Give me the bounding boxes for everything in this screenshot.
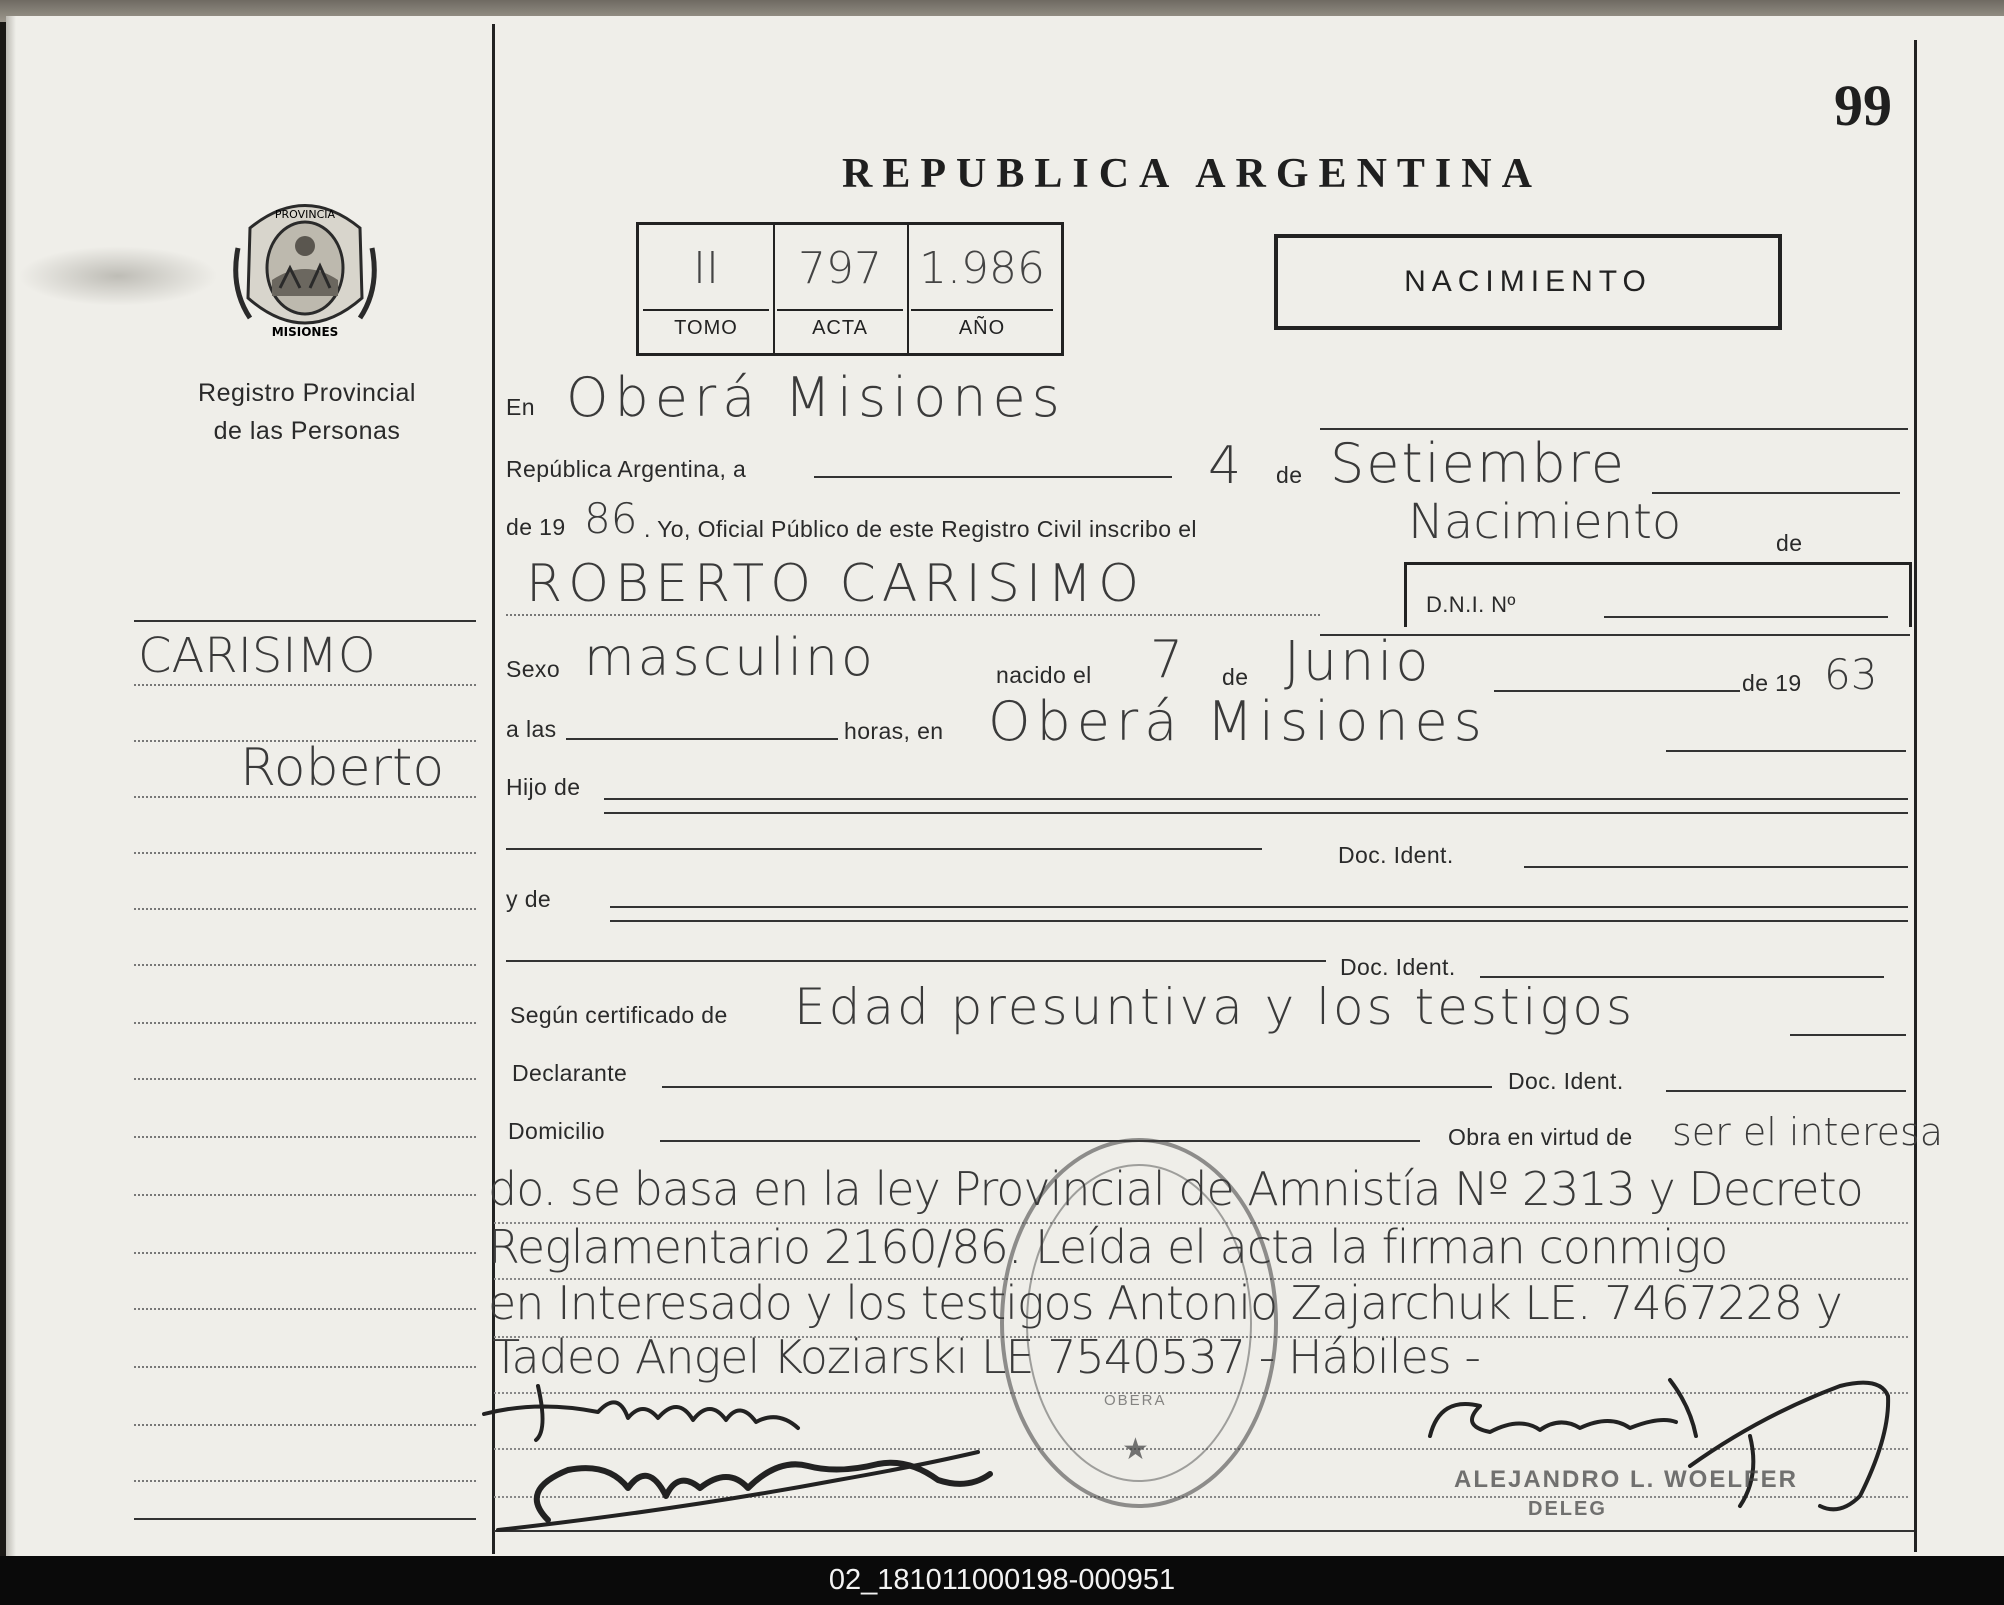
hijo-line-3	[506, 848, 1262, 850]
official-seal	[1000, 1138, 1278, 1508]
paper-stain	[18, 246, 218, 306]
margin-dotted-line	[134, 908, 476, 910]
margin-dotted-line	[134, 1136, 476, 1138]
registry-caption	[152, 374, 462, 450]
domicilio-label: Domicilio	[508, 1118, 605, 1144]
margin-top-rule	[134, 620, 476, 622]
birth-de19-label: de 19	[1742, 670, 1802, 696]
officer-stamp-line1: ALEJANDRO L. WOELFER	[1454, 1466, 1798, 1493]
hour-line	[566, 738, 838, 740]
provincial-emblem-icon	[230, 188, 380, 348]
margin-given-name: Roberto	[240, 738, 445, 798]
tomo-value: II	[693, 243, 719, 294]
segun-underline	[1790, 1034, 1906, 1036]
margin-dotted-line	[134, 1424, 476, 1426]
birth-month: Junio	[1284, 630, 1432, 693]
birth-place: Oberá Misiones	[988, 690, 1488, 753]
obra-value: ser el interesa	[1672, 1110, 1944, 1154]
margin-dotted-line	[134, 852, 476, 854]
month-underline	[1652, 492, 1900, 494]
republica-label: República Argentina, a	[506, 456, 747, 482]
segun-label: Según certificado de	[510, 1002, 728, 1028]
full-name-dotline	[506, 614, 1320, 616]
margin-bottom-rule	[134, 1518, 476, 1520]
seal-star-icon: ★	[1122, 1433, 1149, 1466]
sexo-label: Sexo	[506, 656, 561, 682]
image-footer-id: 02_181011000198-000951	[0, 1556, 2004, 1605]
day-de-label: de	[1276, 462, 1303, 488]
hijo-line-1	[604, 798, 1908, 800]
margin-dotted-line	[134, 740, 476, 742]
obra-label: Obra en virtud de	[1448, 1124, 1633, 1150]
birth-day: 7	[1150, 630, 1184, 690]
republica-line	[814, 476, 1172, 478]
segun-value: Edad presuntiva y los testigos	[794, 978, 1636, 1036]
dni-label: D.N.I. Nº	[1426, 592, 1516, 617]
en-value: Oberá Misiones	[566, 366, 1066, 429]
birth-place-underline	[1666, 750, 1906, 752]
en-underline	[1320, 428, 1908, 430]
margin-dotted-line	[134, 1308, 476, 1310]
margin-dotted-line	[134, 1078, 476, 1080]
officer-stamp-line2: DELEG	[1528, 1498, 1607, 1520]
birth-month-underline	[1494, 690, 1740, 692]
emblem-top-label: PROVINCIA	[274, 208, 336, 221]
doc-ident-line-1	[1524, 866, 1908, 868]
tomo-label: TOMO	[674, 317, 738, 339]
page-title: REPUBLICA ARGENTINA	[842, 151, 1542, 197]
margin-dotted-line	[134, 964, 476, 966]
margin-surname: CARISIMO	[138, 628, 376, 684]
margin-dotted-line	[134, 1194, 476, 1196]
acta-cell	[773, 225, 909, 353]
doc-ident-label-3: Doc. Ident.	[1508, 1068, 1624, 1094]
day-value: 4	[1208, 436, 1242, 496]
emblem-bottom-label: MISIONES	[271, 325, 339, 339]
dni-line	[1604, 616, 1888, 618]
y-de-line-2	[610, 920, 1908, 922]
right-page-border	[1914, 40, 1917, 1552]
margin-dotted-line	[134, 1252, 476, 1254]
birth-de-label: de	[1222, 664, 1249, 690]
declarante-line	[662, 1086, 1492, 1088]
record-number-box	[636, 222, 1064, 356]
act-value: Nacimiento	[1408, 494, 1682, 550]
acta-value: 797	[798, 243, 882, 294]
doc-ident-label-1: Doc. Ident.	[1338, 842, 1454, 868]
note-line-2: Reglamentario 2160/86. Leída el acta la firman conmigo	[488, 1220, 1728, 1274]
doc-ident-line-3	[1666, 1090, 1906, 1092]
signature-declarant	[478, 1370, 998, 1540]
hijo-label: Hijo de	[506, 774, 581, 800]
horas-label: horas, en	[844, 718, 944, 744]
de19-label: de 19	[506, 514, 566, 540]
tomo-cell	[639, 225, 775, 353]
note-line-3: en Interesado y los testigos Antonio Zajarchuk LE. 7467228 y	[488, 1276, 1842, 1330]
note-line-4: Tadeo Angel Koziarski LE 7540537 - Hábiles -	[492, 1330, 1480, 1384]
seal-label: OBERA	[1104, 1392, 1167, 1409]
en-label: En	[506, 394, 535, 420]
margin-dotted-line	[134, 684, 476, 686]
margin-dotted-line	[134, 796, 476, 798]
y-de-line-3	[506, 960, 1326, 962]
a-las-label: a las	[506, 716, 557, 742]
year-value: 86	[584, 494, 638, 543]
record-type-box: NACIMIENTO	[1274, 234, 1782, 330]
full-name: ROBERTO CARISIMO	[526, 554, 1146, 614]
anio-label: AÑO	[958, 317, 1006, 339]
domicilio-line	[660, 1140, 1420, 1142]
declarante-label: Declarante	[512, 1060, 628, 1086]
acta-label: ACTA	[812, 317, 868, 339]
sexo-value: masculino	[584, 628, 876, 688]
birth-year: 63	[1824, 650, 1878, 699]
inscribo-label: . Yo, Oficial Público de este Registro Civil inscribo el	[644, 516, 1197, 542]
margin-dotted-line	[134, 1480, 476, 1482]
registry-name-line1: Registro Provincial	[198, 379, 416, 407]
y-de-label: y de	[506, 886, 552, 912]
anio-cell	[907, 225, 1057, 353]
page-number: 99	[1834, 73, 1892, 138]
doc-ident-label-2: Doc. Ident.	[1340, 954, 1456, 980]
margin-dotted-line	[134, 1366, 476, 1368]
margin-dotted-line	[134, 1022, 476, 1024]
note-line-1: do. se basa en la ley Provincial de Amnistía Nº 2313 y Decreto	[488, 1162, 1863, 1216]
act-de-label: de	[1776, 530, 1803, 556]
month-value: Setiembre	[1330, 432, 1627, 495]
registry-name-line2: de las Personas	[213, 417, 401, 445]
y-de-line-1	[610, 906, 1908, 908]
nacido-label: nacido el	[996, 662, 1092, 688]
hijo-line-2	[604, 812, 1908, 814]
anio-value: 1.986	[919, 243, 1045, 294]
signature-officer	[1420, 1356, 1900, 1526]
